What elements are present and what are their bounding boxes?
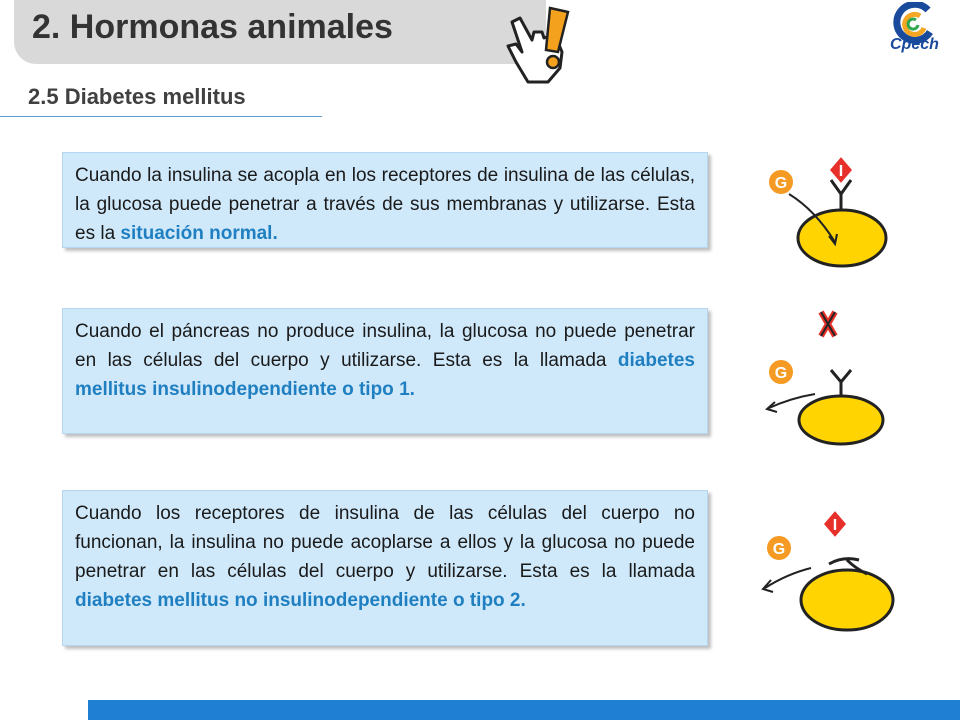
page-title: 2. Hormonas animales (32, 8, 393, 46)
insulin-label: I (832, 517, 838, 534)
subtitle-underline (0, 116, 322, 117)
paragraph-highlight: diabetes mellitus (75, 590, 230, 611)
cell-icon (798, 210, 886, 266)
paragraph-box-type1 (62, 308, 708, 434)
paragraph-highlight: no insulinodependiente o tipo 2. (234, 590, 526, 611)
arrow-icon (765, 568, 811, 588)
paragraph-text: Cuando el páncreas no produce insulina, la glucosa no puede penetrar en las células del cuerpo y utilizarse. Esta es la llamada (75, 321, 695, 371)
cell-icon (801, 570, 893, 630)
glucose-label: G (774, 365, 788, 382)
pointing-hand-exclamation-icon (498, 2, 574, 86)
paragraph-text: Cuando la insulina se acopla en los receptores de insulina de las células, la glucosa puede penetrar a través de sus membranas y utilizarse. Esta es la (75, 165, 695, 244)
insulin-label: I (838, 163, 844, 180)
cell-diagram-type1 (755, 308, 895, 448)
logo-text: Cpech (890, 36, 939, 53)
cell-icon (799, 396, 883, 444)
section-subtitle: 2.5 Diabetes mellitus (28, 84, 246, 109)
glucose-label: G (772, 541, 786, 558)
receptor-icon (831, 370, 851, 396)
glucose-label: G (774, 175, 788, 192)
cell-diagram-type2 (755, 508, 905, 638)
paragraph-highlight: diabetes mellitus insulinodependiente o tipo 1. (75, 350, 695, 400)
paragraph-box-normal (62, 152, 708, 248)
cell-diagram-normal (755, 150, 895, 270)
paragraph-text: Cuando los receptores de insulina de las células del cuerpo no funcionan, la insulina no puede acoplarse a ellos y la glucosa no puede penetrar en las células del cuerpo y utilizarse. Esta es la llamada (75, 503, 695, 582)
paragraph-box-type2 (62, 490, 708, 646)
footer-bar (88, 700, 960, 720)
paragraph-highlight: situación normal. (120, 223, 278, 244)
